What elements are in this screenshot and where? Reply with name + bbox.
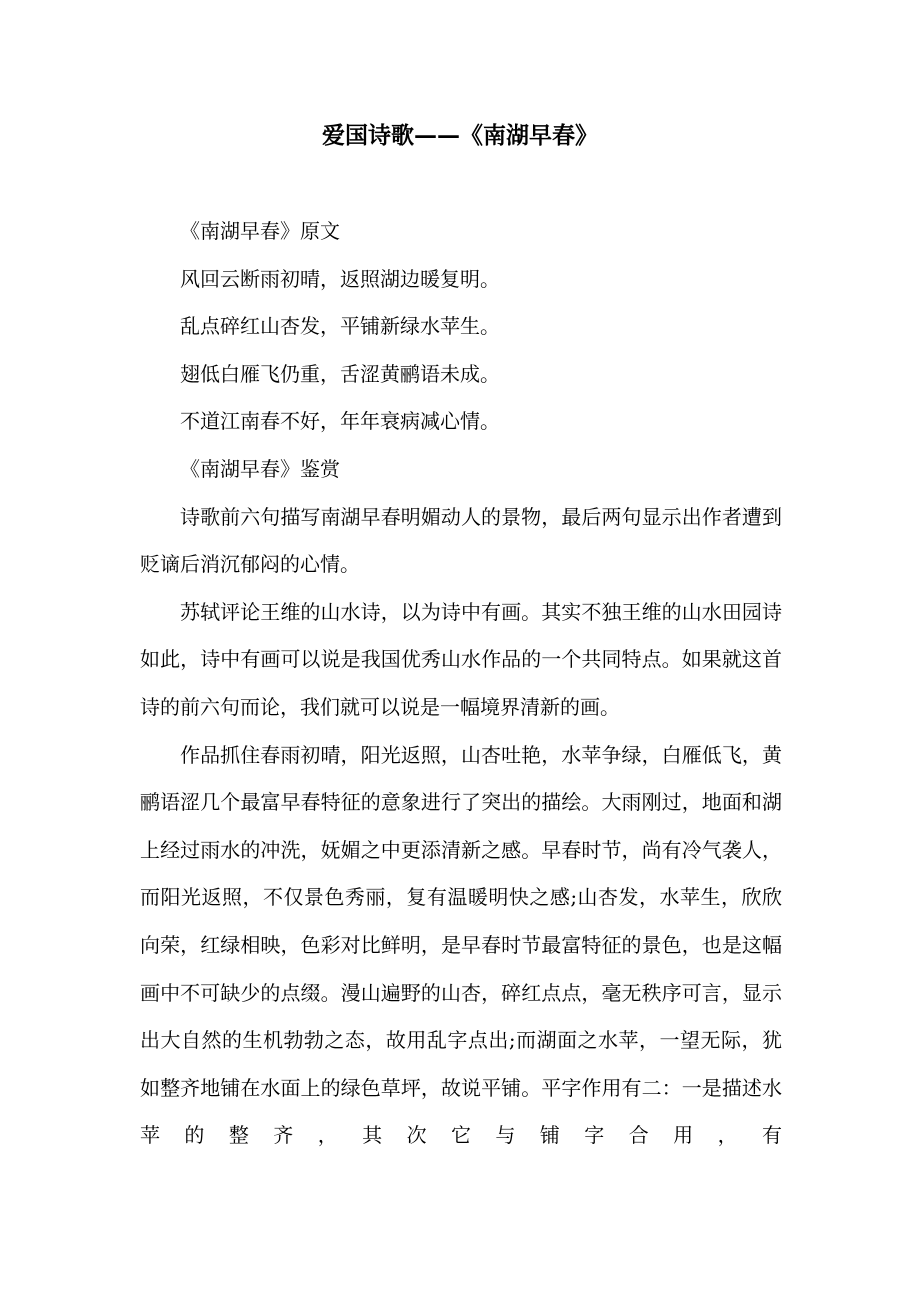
paragraph-su-shi-comment: 苏轼评论王维的山水诗，以为诗中有画。其实不独王维的山水田园诗如此，诗中有画可以说是我国优秀山水作品的一个共同特点。如果就这首诗的前六句而论，我们就可以说是一幅境界清新的画。 [140,599,782,719]
poem-line-4: 不道江南春不好，年年衰病减心情。 [180,409,500,434]
document-body [140,208,782,1160]
paragraph-appreciation-heading: 《南湖早春》鉴赏 [180,456,340,481]
page-title: 爱国诗歌——《南湖早春》 [322,122,598,149]
poem-line-1: 风回云断雨初晴，返照湖边暖复明。 [180,266,500,291]
poem-line-2: 乱点碎红山杏发，平铺新绿水苹生。 [180,314,500,339]
paragraph-original-heading: 《南湖早春》原文 [180,219,340,243]
poem-line-3: 翅低白雁飞仍重，舌涩黄鹂语未成。 [180,361,500,386]
paragraph-summary: 诗歌前六句描写南湖早春明媚动人的景物，最后两句显示出作者遭到贬谪后消沉郁闷的心情。 [140,504,782,577]
paragraph-imagery-analysis: 作品抓住春雨初晴，阳光返照，山杏吐艳，水苹争绿，白雁低飞，黄鹂语涩几个最富早春特征的意象进行了突出的描绘。大雨刚过，地面和湖上经过雨水的冲洗，妩媚之中更添清新之感。早春时节，尚有冷气袭人，而阳光返照，不仅景色秀丽，复有温暖明快之感;山杏发，水苹生，欣欣向荣，红绿相映，色彩对比鲜明，是早春时节最富特征的景色，也是这幅画中不可缺少的点缀。漫山遍野的山杏，碎红点点，毫无秩序可言，显示出大自然的生机勃勃之态，故用乱字点出;而湖面之水苹，一望无际，犹如整齐地铺在水面上的绿色草坪，故说平铺。平字作用有二：一是描述水苹的整齐，其次它与铺字合用，有 [140,742,782,1148]
